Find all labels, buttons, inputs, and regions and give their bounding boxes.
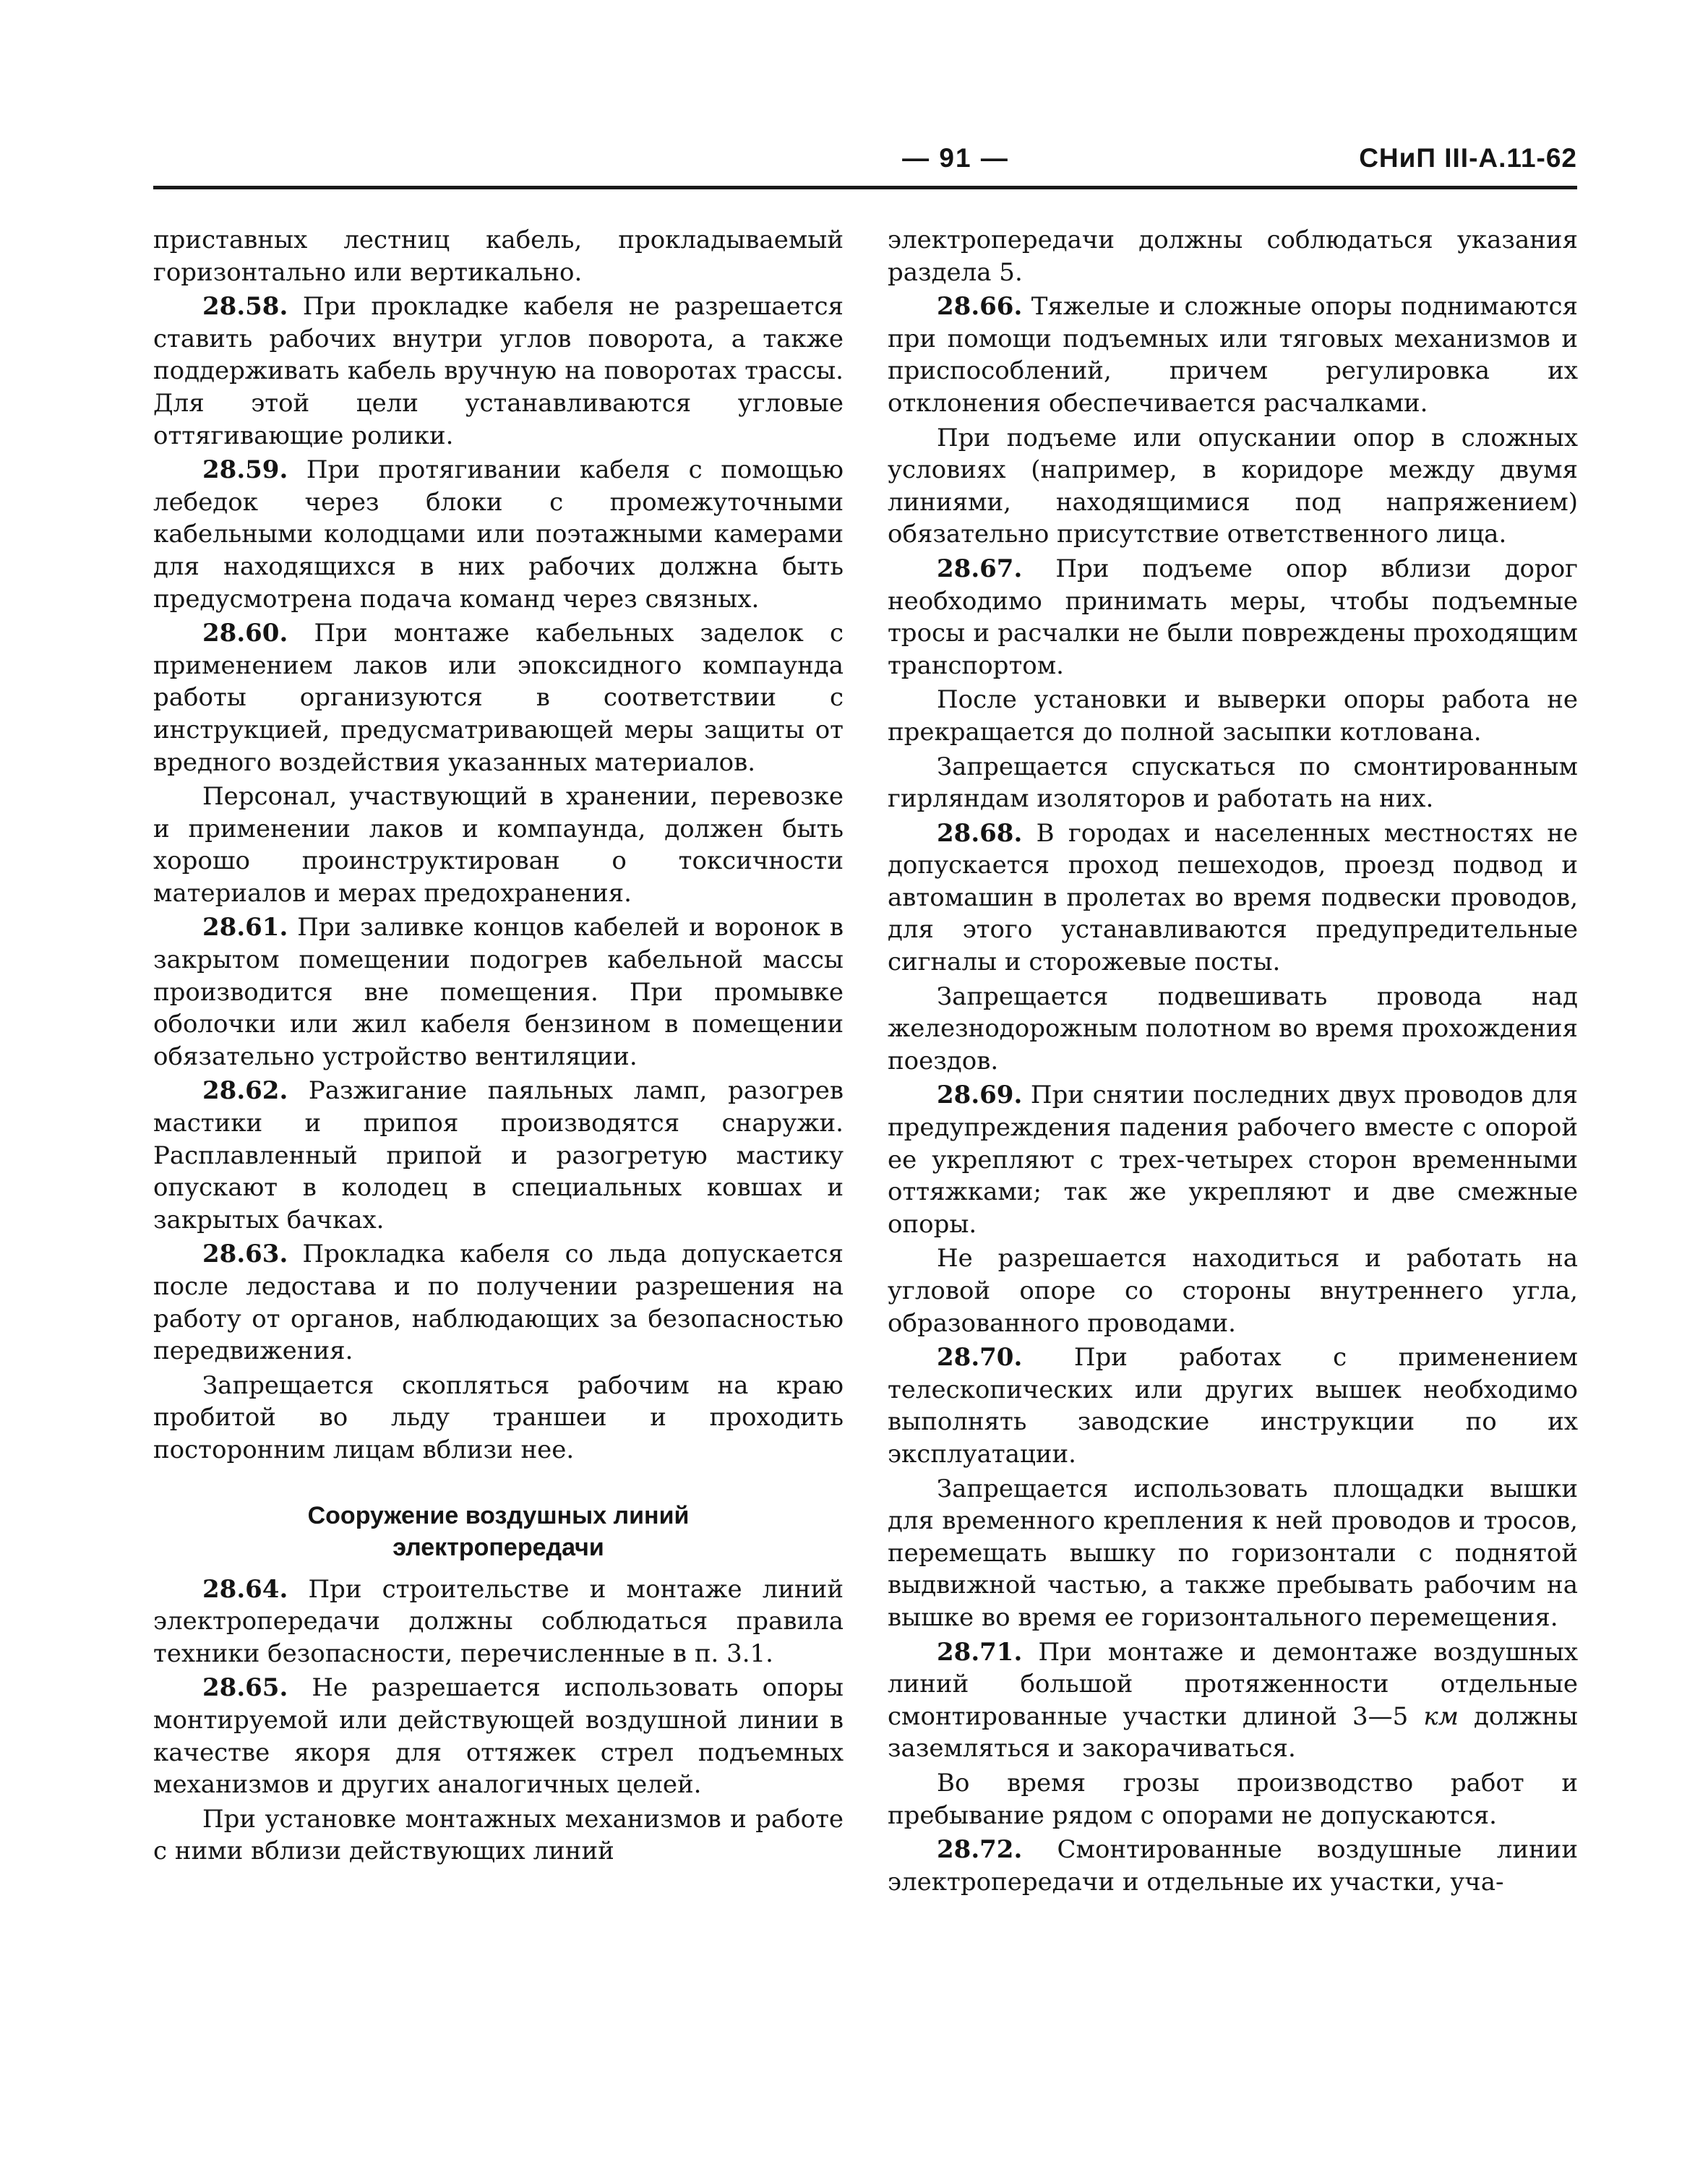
paragraph [888,684,1578,748]
paragraph-text: должны заземляться и закорачиваться. [888,1701,1578,1764]
document-code: СНиП III-А.11-62 [1359,143,1577,173]
paragraph [888,1767,1578,1832]
left-column-paragraphs [153,224,844,1467]
paragraph [153,1803,844,1868]
paragraph [888,751,1578,815]
paragraph-text: При работах с применением телескопических или других вышек необходимо выполнять заводские инструкции по их эксплуатации. [888,1343,1578,1469]
paragraph-text: электропередачи должны соблюдаться указания раздела 5. [888,226,1578,287]
paragraph [888,981,1578,1078]
clause-number: 28.58. [202,292,288,322]
paragraph-text: Запрещается спускаться по смонтированным гирляндам изоляторов и работать на них. [888,752,1578,814]
paragraph-text: При подъеме или опускании опор в сложных условиях (например, в коридоре между двумя линиями, находящимися под напряжением) обязательно присутствие ответственного лица. [888,423,1578,549]
section-heading-line-2: электропередачи [392,1533,604,1561]
paragraph [888,422,1578,551]
section-heading [153,1500,844,1563]
clause-number: 28.62. [202,1076,288,1106]
paragraph [888,1242,1578,1339]
paragraph [153,781,844,909]
paragraph-text: При строительстве и монтаже линий электропередачи должны соблюдаться правила техники безопасности, перечисленные в п. 3.1. [153,1574,844,1668]
paragraph-text: Не разрешается находиться и работать на угловой опоре со стороны внутреннего угла, образованного проводами. [888,1244,1578,1338]
left-column [153,224,844,1870]
paragraph-text: При заливке концов кабелей и воронок в закрытом помещении подогрев кабельной массы производится вне помещения. При промывке оболочки или жил кабеля бензином в помещении обязательно устройство вентиляции. [153,913,844,1071]
paragraph [888,1636,1578,1765]
paragraph-text: Запрещается использовать площадки вышки для временного крепления к ней проводов и тросов, перемещать вышку по горизонтали с поднятой выдвижной частью, а также пребывать рабочим на вышке во время ее горизонтального перемещения. [888,1474,1578,1632]
paragraph [153,1075,844,1236]
clause-number: 28.71. [937,1637,1023,1667]
paragraph [888,291,1578,419]
paragraph [888,224,1578,288]
paragraph [153,911,844,1073]
paragraph [153,224,844,288]
paragraph-text: Не разрешается использовать опоры монтируемой или действующей воздушной линии в качестве якоря для оттяжек стрел подъемных механизмов и других аналогичных целей. [153,1673,844,1800]
paragraph [153,1672,844,1800]
paragraph [888,1834,1578,1898]
paragraph-text: Прокладка кабеля со льда допускается после ледостава и по получении разрешения на работу от органов, наблюдающих за безопасностью передвижения. [153,1240,844,1366]
paragraph-text: Запрещается подвешивать провода над железнодорожным полотном во время прохождения поездов. [888,982,1578,1075]
clause-number: 28.61. [202,913,288,942]
paragraph-text: При монтаже кабельных заделок с применением лаков или эпоксидного компаунда работы организуются в соответствии с инструкцией, предусматривающей меры защиты от вредного воздействия указанных материалов. [153,619,844,777]
paragraph [153,1238,844,1367]
clause-number: 28.65. [202,1673,288,1703]
paragraph [888,1341,1578,1470]
clause-number: 28.59. [202,455,288,485]
paragraph [888,553,1578,682]
paragraph [153,291,844,452]
left-column-paragraphs-after-heading [153,1573,844,1868]
clause-number: 28.63. [202,1240,288,1269]
paragraph-text: Во время грозы производство работ и пребывание рядом с опорами не допускаются. [888,1768,1578,1830]
paragraph [888,817,1578,979]
paragraph [888,1079,1578,1240]
paragraph-text: При монтаже и демонтаже воздушных линий большой протяженности отдельные смонтированные участки длиной 3—5 [888,1637,1578,1731]
unit-text: км [1423,1701,1459,1731]
paragraph-text: При подъеме опор вблизи дорог необходимо принимать меры, чтобы подъемные тросы и расчалки не были повреждены проходящим транспортом. [888,554,1578,680]
paragraph-text: При установке монтажных механизмов и работе с ними вблизи действующих линий [153,1804,844,1866]
page-header [153,143,1577,186]
paragraph-text: Тяжелые и сложные опоры поднимаются при помощи подъемных или тяговых механизмов и приспособлений, причем регулировка их отклонения обеспечивается расчалками. [888,292,1578,418]
paragraph-text: приставных лестниц кабель, прокладываемый горизонтально или вертикально. [153,226,844,287]
right-column [888,224,1578,1900]
paragraph-text: Персонал, участвующий в хранении, перевозке и применении лаков и компаунда, должен быть хорошо проинструктирован о токсичности материалов и мерах предохранения. [153,782,844,908]
paragraph [153,617,844,778]
paragraph [153,1370,844,1467]
paragraph [153,1573,844,1670]
paragraph-text: В городах и населенных местностях не допускается проход пешеходов, проезд подвод и автомашин в пролетах во время подвески проводов, для этого устанавливаются предупредительные сигналы и сторожевые посты. [888,818,1578,977]
clause-number: 28.68. [937,818,1023,848]
right-column-paragraphs [888,224,1578,1898]
paragraph-text: Запрещается скопляться рабочим на краю пробитой во льду траншеи и проходить посторонним лицам вблизи нее. [153,1370,844,1464]
paragraph-text: При снятии последних двух проводов для предупреждения падения рабочего вместе с опорой ее укрепляют с трех-четырех сторон временными оттяжками; так же укрепляют и две смежные опоры. [888,1081,1578,1239]
paragraph [888,1473,1578,1634]
paragraph [153,454,844,615]
paragraph-text: При протягивании кабеля с помощью лебедок через блоки с промежуточными кабельными колодцами или поэтажными камерами для находящихся в них рабочих должна быть предусмотрена подача команд через связных. [153,455,844,614]
clause-number: 28.70. [937,1343,1023,1373]
clause-number: 28.69. [937,1081,1023,1110]
clause-number: 28.60. [202,619,288,648]
clause-number: 28.66. [937,292,1023,322]
paragraph-text: Смонтированные воздушные линии электропередачи и отдельные их участки, уча- [888,1835,1578,1897]
paragraph-text: После установки и выверки опоры работа не прекращается до полной засыпки котлована. [888,685,1578,747]
page-number: — 91 — [902,143,1009,173]
clause-number: 28.64. [202,1574,288,1604]
paragraph-text: Разжигание паяльных ламп, разогрев мастики и припоя производятся снаружи. Расплавленный припой и разогретую мастику опускают в колодец в специальных ковшах и закрытых бачках. [153,1076,844,1235]
header-rule [153,186,1577,189]
clause-number: 28.67. [937,554,1023,583]
paragraph-text: При прокладке кабеля не разрешается ставить рабочих внутри углов поворота, а также поддерживать кабель вручную на поворотах трассы. Для этой цели устанавливаются угловые оттягивающие ролики. [153,292,844,450]
clause-number: 28.72. [937,1835,1023,1865]
section-heading-line-1: Сооружение воздушных линий [307,1501,690,1529]
